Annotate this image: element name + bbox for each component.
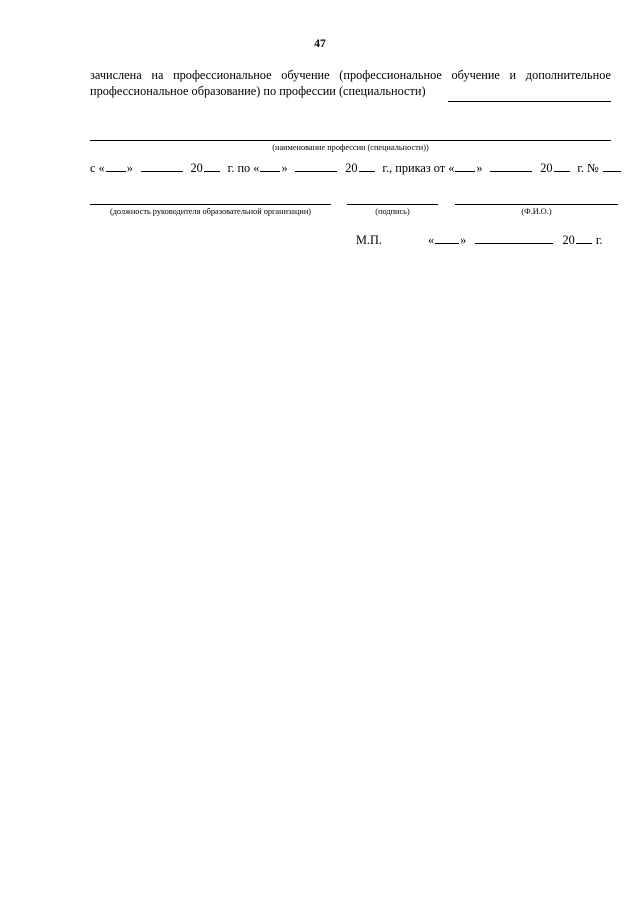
to-year-field[interactable] <box>359 161 375 172</box>
stamp-year-field[interactable] <box>576 233 592 244</box>
stamp-year-suffix: г. <box>595 233 603 247</box>
stamp-quote-open: « <box>428 233 435 247</box>
order-year-prefix: 20 <box>540 161 553 175</box>
from-year <box>191 161 221 176</box>
enrollment-line-1: зачислена на профессиональное обучение (профессиональное обучение и дополнительное <box>90 68 611 82</box>
order-number <box>577 161 622 176</box>
order-year <box>540 161 570 176</box>
from-year-prefix: 20 <box>190 161 203 175</box>
stamp-date <box>428 233 603 248</box>
to-year-prefix: 20 <box>345 161 358 175</box>
order-quote-close: » <box>476 161 483 175</box>
from-year-field[interactable] <box>204 161 220 172</box>
signature-field[interactable] <box>347 204 438 205</box>
full-name-caption: (Ф.И.О.) <box>521 207 552 216</box>
from-month-field[interactable] <box>141 161 183 172</box>
stamp-day-field[interactable] <box>435 233 459 244</box>
to-day-field[interactable] <box>260 161 280 172</box>
order-year-field[interactable] <box>554 161 570 172</box>
stamp-year-prefix: 20 <box>562 233 575 247</box>
order-number-field[interactable] <box>603 161 621 172</box>
date-from <box>90 161 133 176</box>
order-month-field[interactable] <box>490 161 532 172</box>
position-field[interactable] <box>90 204 331 205</box>
to-year <box>345 161 375 176</box>
enrollment-line-2: профессиональное образование) по профессии (специальности) <box>90 84 426 98</box>
to-prefix: г. по « <box>227 161 260 175</box>
page-number: 47 <box>314 38 326 50</box>
to-date <box>228 161 288 176</box>
full-name-field[interactable] <box>455 204 618 205</box>
stamp-label: М.П. <box>356 233 382 247</box>
from-quote-close: » <box>126 161 133 175</box>
date-row <box>90 161 622 176</box>
profession-caption: (наименование профессии (специальности)) <box>272 143 429 152</box>
to-month-field[interactable] <box>295 161 337 172</box>
profession-inline-field[interactable] <box>448 101 611 102</box>
order-prefix: г., приказ от « <box>382 161 455 175</box>
profession-name-field[interactable] <box>90 140 611 141</box>
stamp-month-field[interactable] <box>475 233 553 244</box>
from-prefix: с « <box>90 161 105 175</box>
stamp-quote-close: » <box>460 233 467 247</box>
signature-caption: (подпись) <box>375 207 410 216</box>
position-caption: (должность руководителя образовательной организации) <box>109 207 312 216</box>
order-date <box>382 161 482 176</box>
order-number-label: г. № <box>577 161 599 175</box>
order-day-field[interactable] <box>455 161 475 172</box>
from-day-field[interactable] <box>106 161 126 172</box>
to-quote-close: » <box>281 161 288 175</box>
